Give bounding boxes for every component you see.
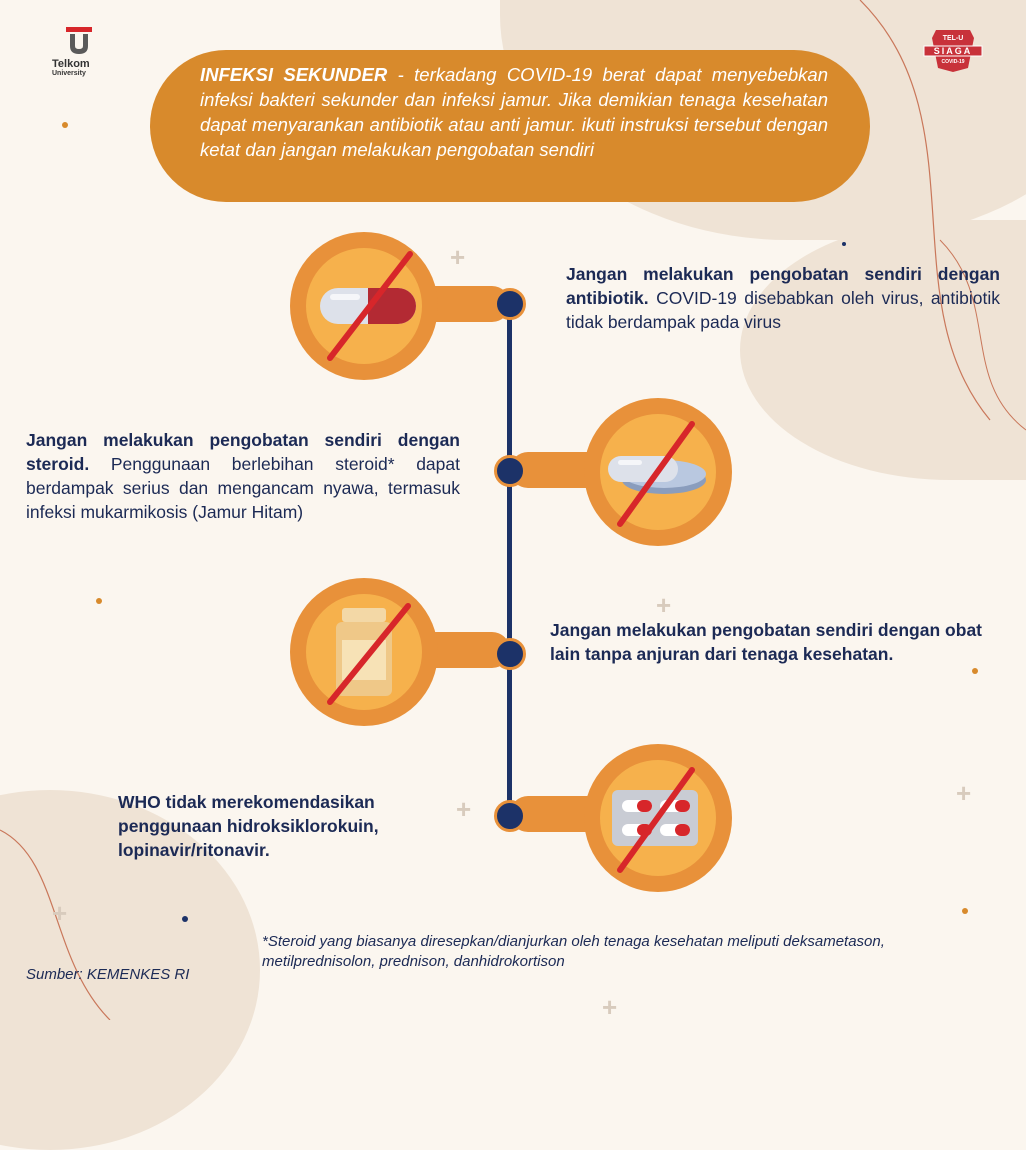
medicine-bottle-icon bbox=[290, 578, 438, 726]
telkom-university-logo bbox=[52, 26, 104, 84]
item-4-bold: WHO tidak merekomendasikan penggunaan hidroksiklorokuin, lopinavir/ritonavir. bbox=[118, 792, 379, 860]
item-text-1 bbox=[566, 262, 1000, 334]
icon-bubble-3 bbox=[290, 578, 438, 726]
banner-text bbox=[200, 62, 828, 162]
university-logo-text: University bbox=[52, 70, 86, 77]
decor-dot bbox=[962, 908, 968, 914]
decor-dot bbox=[96, 598, 102, 604]
item-3-bold: Jangan melakukan pengobatan sendiri dengan obat lain tanpa anjuran dari tenaga kesehatan. bbox=[550, 620, 982, 664]
decor-plus: + bbox=[450, 242, 466, 272]
telkom-logo-text: Telkom bbox=[52, 58, 90, 70]
decor-plus: + bbox=[656, 590, 672, 620]
item-2-bold: Jangan melakukan pengobatan sendiri dengan steroid. bbox=[26, 430, 460, 474]
decor-dot bbox=[62, 122, 68, 128]
decor-plus: + bbox=[52, 898, 68, 928]
icon-bubble-1 bbox=[290, 232, 438, 380]
decor-plus: + bbox=[456, 794, 472, 824]
icon-bubble-4 bbox=[584, 744, 732, 892]
tel-u-siaga-badge bbox=[922, 28, 984, 72]
timeline-dot-3 bbox=[494, 638, 526, 670]
steroid-footnote: *Steroid yang biasanya diresepkan/dianjurkan oleh tenaga kesehatan meliputi deksametason, metilprednisolon, prednison, danhidrokortison bbox=[262, 933, 885, 970]
pill-blister-icon bbox=[584, 744, 732, 892]
item-1-bold: Jangan melakukan pengobatan sendiri dengan antibiotik. bbox=[566, 264, 1000, 308]
badge-top-text: TEL-U bbox=[942, 35, 964, 42]
item-text-4 bbox=[118, 790, 468, 862]
capsule-icon bbox=[290, 232, 438, 380]
banner-heading: INFEKSI SEKUNDER bbox=[200, 64, 388, 85]
timeline-dot-2 bbox=[494, 455, 526, 487]
timeline-dot-1 bbox=[494, 288, 526, 320]
badge-sub-text: COVID-19 bbox=[941, 59, 965, 65]
icon-bubble-2 bbox=[584, 398, 732, 546]
item-text-2 bbox=[26, 428, 460, 524]
decor-dot bbox=[182, 916, 188, 922]
item-text-3 bbox=[550, 618, 982, 666]
decor-dot bbox=[972, 668, 978, 674]
decor-dot bbox=[842, 242, 846, 246]
timeline-dot-4 bbox=[494, 800, 526, 832]
badge-main-text: SIAGA bbox=[933, 46, 973, 56]
item-2-text: Penggunaan berlebihan steroid* dapat berdampak serius dan mengancam nyawa, termasuk infeksi mukarmikosis (Jamur Hitam) bbox=[26, 454, 460, 522]
decor-plus: + bbox=[602, 992, 618, 1022]
timeline-line bbox=[507, 305, 512, 815]
tablet-icon bbox=[584, 398, 732, 546]
source-credit: Sumber: KEMENKES RI bbox=[26, 966, 190, 983]
item-1-text: COVID-19 disebabkan oleh virus, antibiotik tidak berdampak pada virus bbox=[566, 288, 1000, 332]
telkom-logo-icon bbox=[64, 26, 94, 58]
decor-plus: + bbox=[956, 778, 972, 808]
banner-body: - terkadang COVID-19 berat dapat menyebebkan infeksi bakteri sekunder dan infeksi jamur. Jika demikian tenaga kesehatan dapat menyarankan antibiotik atau anti jamur. ikuti instruksi tersebut dengan ketat dan jangan melakukan pengobatan sendiri bbox=[200, 64, 828, 160]
